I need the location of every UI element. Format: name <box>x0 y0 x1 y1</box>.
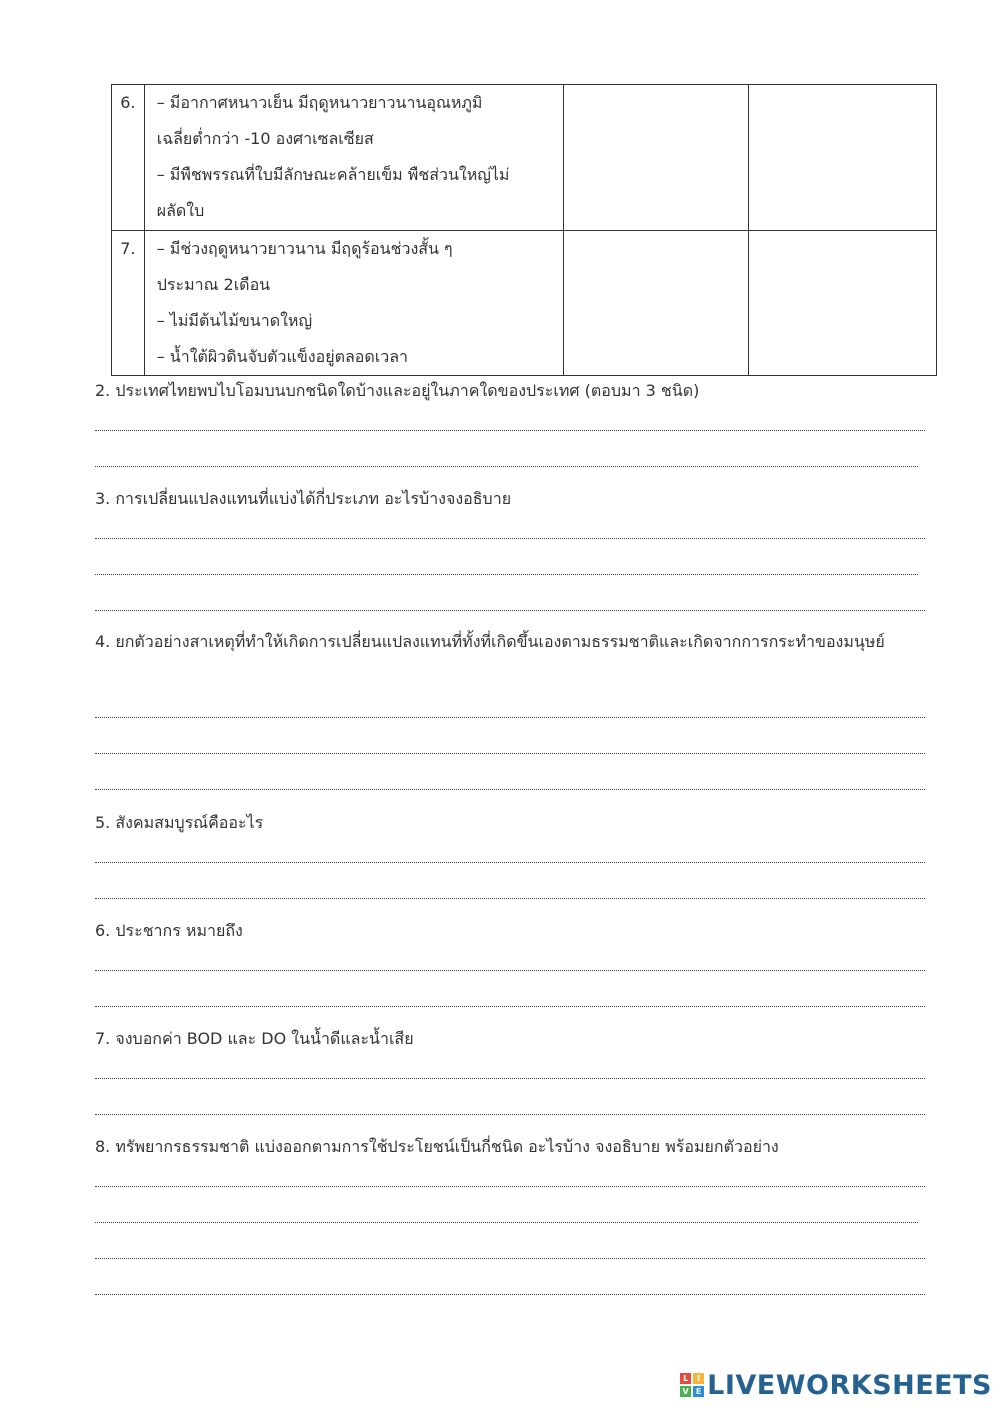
liveworksheets-logo <box>680 1367 992 1403</box>
answer-cell-2[interactable] <box>749 85 937 231</box>
question-4: 4. ยกตัวอย่างสาเหตุที่ทำให้เกิดการเปลี่ยนแปลงแทนที่ทั้งที่เกิดขึ้นเองตามธรรมชาติและเกิดจากการกระทำของมนุษย์ <box>95 632 885 651</box>
logo-mark-letter: E <box>693 1386 704 1397</box>
answer-cell-1[interactable] <box>564 85 749 231</box>
logo-mark-icon <box>680 1373 704 1397</box>
description-line: เฉลี่ยต่ำกว่า -10 องศาเซลเซียส <box>156 129 374 148</box>
answer-line[interactable] <box>95 466 918 467</box>
description-line: – น้ำใต้ผิวดินจับตัวแข็งอยู่ตลอดเวลา <box>156 347 409 366</box>
answer-line[interactable] <box>95 862 925 863</box>
question-5: 5. สังคมสมบูรณ์คืออะไร <box>95 813 264 832</box>
question-3: 3. การเปลี่ยนแปลงแทนที่แบ่งได้กี่ประเภท อะไรบ้างจงอธิบาย <box>95 489 512 508</box>
biome-table <box>111 84 937 376</box>
answer-line[interactable] <box>95 538 925 539</box>
logo-text: LIVEWORKSHEETS <box>707 1369 992 1401</box>
answer-line[interactable] <box>95 1294 925 1295</box>
answer-line[interactable] <box>95 717 925 718</box>
table-row <box>112 231 937 376</box>
answer-line[interactable] <box>95 898 925 899</box>
description-line: – ไม่มีต้นไม้ขนาดใหญ่ <box>156 311 313 330</box>
answer-line[interactable] <box>95 789 925 790</box>
answer-cell-2[interactable] <box>749 231 937 376</box>
answer-line[interactable] <box>95 430 925 431</box>
answer-line[interactable] <box>95 970 925 971</box>
question-6: 6. ประชากร หมายถึง <box>95 921 243 940</box>
answer-line[interactable] <box>95 1006 925 1007</box>
question-7: 7. จงบอกค่า BOD และ DO ในน้ำดีและน้ำเสีย <box>95 1029 414 1048</box>
description-line: – มีช่วงฤดูหนาวยาวนาน มีฤดูร้อนช่วงสั้น ๆ <box>156 239 453 258</box>
question-8: 8. ทรัพยากรธรรมชาติ แบ่งออกตามการใช้ประโยชน์เป็นกี่ชนิด อะไรบ้าง จงอธิบาย พร้อมยกตัวอย่าง <box>95 1137 779 1156</box>
row-number: 7. <box>112 231 145 376</box>
description-line: – มีพืชพรรณที่ใบมีลักษณะคล้ายเข็ม พืชส่วนใหญ่ไม่ <box>156 165 510 184</box>
description-line: ผลัดใบ <box>156 201 205 220</box>
question-2: 2. ประเทศไทยพบไบโอมบนบกชนิดใดบ้างและอยู่ในภาคใดของประเทศ (ตอบมา 3 ชนิด) <box>95 381 700 400</box>
description-line: ประมาณ 2เดือน <box>156 275 271 294</box>
logo-mark-letter: L <box>680 1373 691 1384</box>
logo-mark-letter: I <box>693 1373 704 1384</box>
table-row <box>112 85 937 231</box>
answer-line[interactable] <box>95 1114 925 1115</box>
answer-line[interactable] <box>95 1186 925 1187</box>
answer-line[interactable] <box>95 1258 925 1259</box>
answer-line[interactable] <box>95 753 925 754</box>
answer-cell-1[interactable] <box>564 231 749 376</box>
row-description <box>144 231 563 376</box>
row-description <box>144 85 563 231</box>
answer-line[interactable] <box>95 1222 918 1223</box>
logo-mark-letter: V <box>680 1386 691 1397</box>
answer-line[interactable] <box>95 610 925 611</box>
description-line: – มีอากาศหนาวเย็น มีฤดูหนาวยาวนานอุณหภูมิ <box>156 93 483 112</box>
row-number: 6. <box>112 85 145 231</box>
answer-line[interactable] <box>95 574 918 575</box>
answer-line[interactable] <box>95 1078 925 1079</box>
